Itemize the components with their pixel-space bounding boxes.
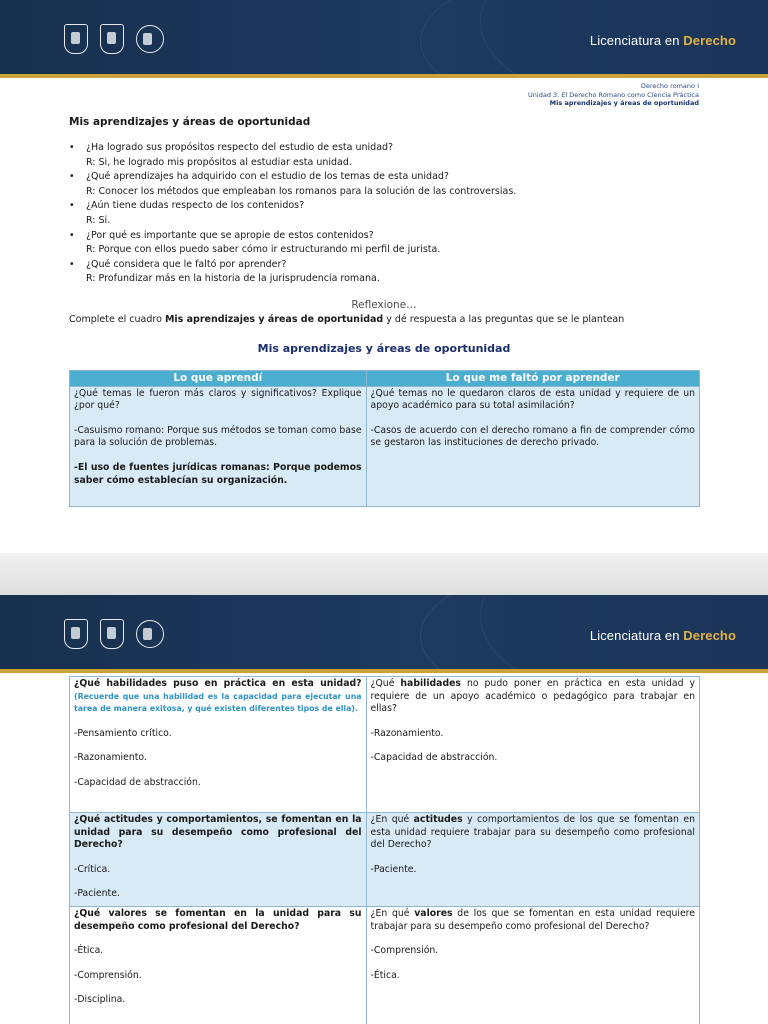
answer-text: R: Si. [86, 214, 111, 226]
institution-logos [64, 619, 164, 649]
cell-answer: -Paciente. [74, 888, 120, 900]
attitudes-cell [70, 813, 367, 907]
cell-question: ¿Qué actitudes y comportamientos, se fomentan en la unidad para su desempeño como profesional del Derecho? [74, 814, 362, 851]
cell-answer: -Comprensión. [74, 969, 142, 981]
distance-education-logo-icon [136, 25, 164, 53]
question-item [69, 141, 709, 170]
values-cell [70, 907, 367, 1024]
cell-answer: -Paciente. [370, 863, 417, 875]
cell-answer: -Comprensión. [370, 945, 439, 957]
learned-cell [70, 386, 367, 506]
column-header-missing: Lo que me faltó por aprender [366, 371, 699, 387]
skills-practiced-cell [70, 677, 367, 813]
learning-table [69, 370, 700, 507]
question-text: ¿Qué aprendizajes ha adquirido con el estudio de los temas de esta unidad? [86, 171, 449, 183]
cell-question: ¿Qué habilidades puso en práctica en esta unidad? [74, 678, 362, 689]
unam-shield-icon [64, 24, 88, 54]
program-title: Licenciatura en Derecho [589, 628, 736, 643]
breadcrumb-unit: Unidad 3. El Derecho Romano como Ciencia Práctica [528, 90, 699, 99]
cell-answer: -Disciplina. [74, 994, 126, 1006]
breadcrumb [528, 82, 699, 108]
cell-answer: -Capacidad de abstracción. [74, 776, 201, 788]
answer-text: R: Conocer los métodos que empleaban los romanos para la solución de las controversias. [86, 185, 517, 197]
cell-answer: -Pensamiento crítico. [74, 727, 172, 739]
skills-missing-cell: ¿Qué habilidades no pudo poner en práctica en esta unidad y requiere de un apoyo académico o pedagógico para trabajar en ellas? -Razonamiento. -Capacidad de abstracción. [366, 677, 699, 813]
cell-answer: -Ética. [370, 969, 400, 981]
instruction-text: Complete el cuadro Mis aprendizajes y áreas de oportunidad y dé respuesta a las preguntas que se le plantean [69, 314, 625, 325]
cell-answer: -Casuismo romano: Porque sus métodos se toman como base para la solución de problemas. [74, 424, 362, 449]
skills-table [69, 676, 700, 1024]
faculty-shield-icon [100, 619, 124, 649]
column-header-learned: Lo que aprendí [70, 371, 367, 387]
program-title: Licenciatura en Derecho [589, 33, 736, 48]
institution-logos [64, 24, 164, 54]
question-item [69, 199, 709, 228]
cell-answer: -El uso de fuentes jurídicas romanas: Porque podemos saber cómo establecían su organización. [74, 461, 362, 486]
attitudes-missing-cell: ¿En qué actitudes y comportamientos de los que se fomentan en esta unidad requiere trabajar para su desempeño como profesional del Derecho? -Paciente. [366, 813, 699, 907]
section-title: Mis aprendizajes y áreas de oportunidad [69, 116, 311, 128]
cell-answer: -Capacidad de abstracción. [370, 752, 498, 764]
values-missing-cell: ¿En qué valores de los que se fomentan en esta unidad requiere trabajar para su desempeño como profesional del Derecho? -Comprensión. -Ética. [366, 907, 699, 1024]
question-text: ¿Qué considera que le faltó por aprender? [86, 258, 287, 270]
cell-answer: -Ética. [74, 945, 104, 957]
cell-question: ¿Qué temas le fueron más claros y significativos? Explique ¿por qué? [74, 387, 362, 412]
breadcrumb-current: Mis aprendizajes y áreas de oportunidad [549, 99, 699, 107]
distance-education-logo-icon [136, 620, 164, 648]
faculty-shield-icon [100, 24, 124, 54]
answer-text: R: Si, he logrado mis propósitos al estudiar esta unidad. [86, 156, 352, 168]
answer-text: R: Profundizar más en la historia de la jurisprudencia romana. [86, 273, 380, 285]
unam-shield-icon [64, 619, 88, 649]
question-list [69, 141, 709, 287]
question-item [69, 258, 709, 287]
gold-stripe [0, 669, 768, 673]
cell-answer: -Casos de acuerdo con el derecho romano a fin de comprender cómo se gestaron las instituciones de derecho privado. [370, 424, 695, 449]
header-banner [0, 0, 768, 78]
breadcrumb-course: Derecho romano I [640, 82, 699, 90]
page-divider [0, 553, 768, 595]
table-title: Mis aprendizajes y áreas de oportunidad [257, 342, 511, 355]
question-item [69, 229, 709, 258]
question-text: ¿Aún tiene dudas respecto de los contenidos? [86, 200, 305, 212]
question-text: ¿Por qué es importante que se apropie de estos contenidos? [86, 229, 374, 241]
cell-answer: -Crítica. [74, 863, 111, 875]
question-item [69, 170, 709, 199]
cell-question: ¿Qué valores se fomentan en la unidad para su desempeño como profesional del Derecho? [74, 908, 362, 932]
header-banner [0, 595, 768, 673]
question-text: ¿Ha logrado sus propósitos respecto del estudio de esta unidad? [86, 142, 394, 153]
cell-hint: (Recuerde que una habilidad es la capacidad para ejecutar una tarea de manera exitosa, y qué existen diferentes tipos de ella). [74, 691, 362, 714]
answer-text: R: Porque con ellos puedo saber cómo ir estructurando mi perfil de jurista. [86, 244, 441, 256]
reflexione-label: Reflexione… [351, 299, 417, 311]
missing-cell [366, 386, 699, 506]
cell-question: ¿Qué temas no le quedaron claros de esta unidad y requiere de un apoyo académico para su total asimilación? [370, 387, 695, 412]
gold-stripe [0, 74, 768, 78]
cell-answer: -Razonamiento. [370, 727, 444, 739]
cell-answer: -Razonamiento. [74, 752, 147, 764]
